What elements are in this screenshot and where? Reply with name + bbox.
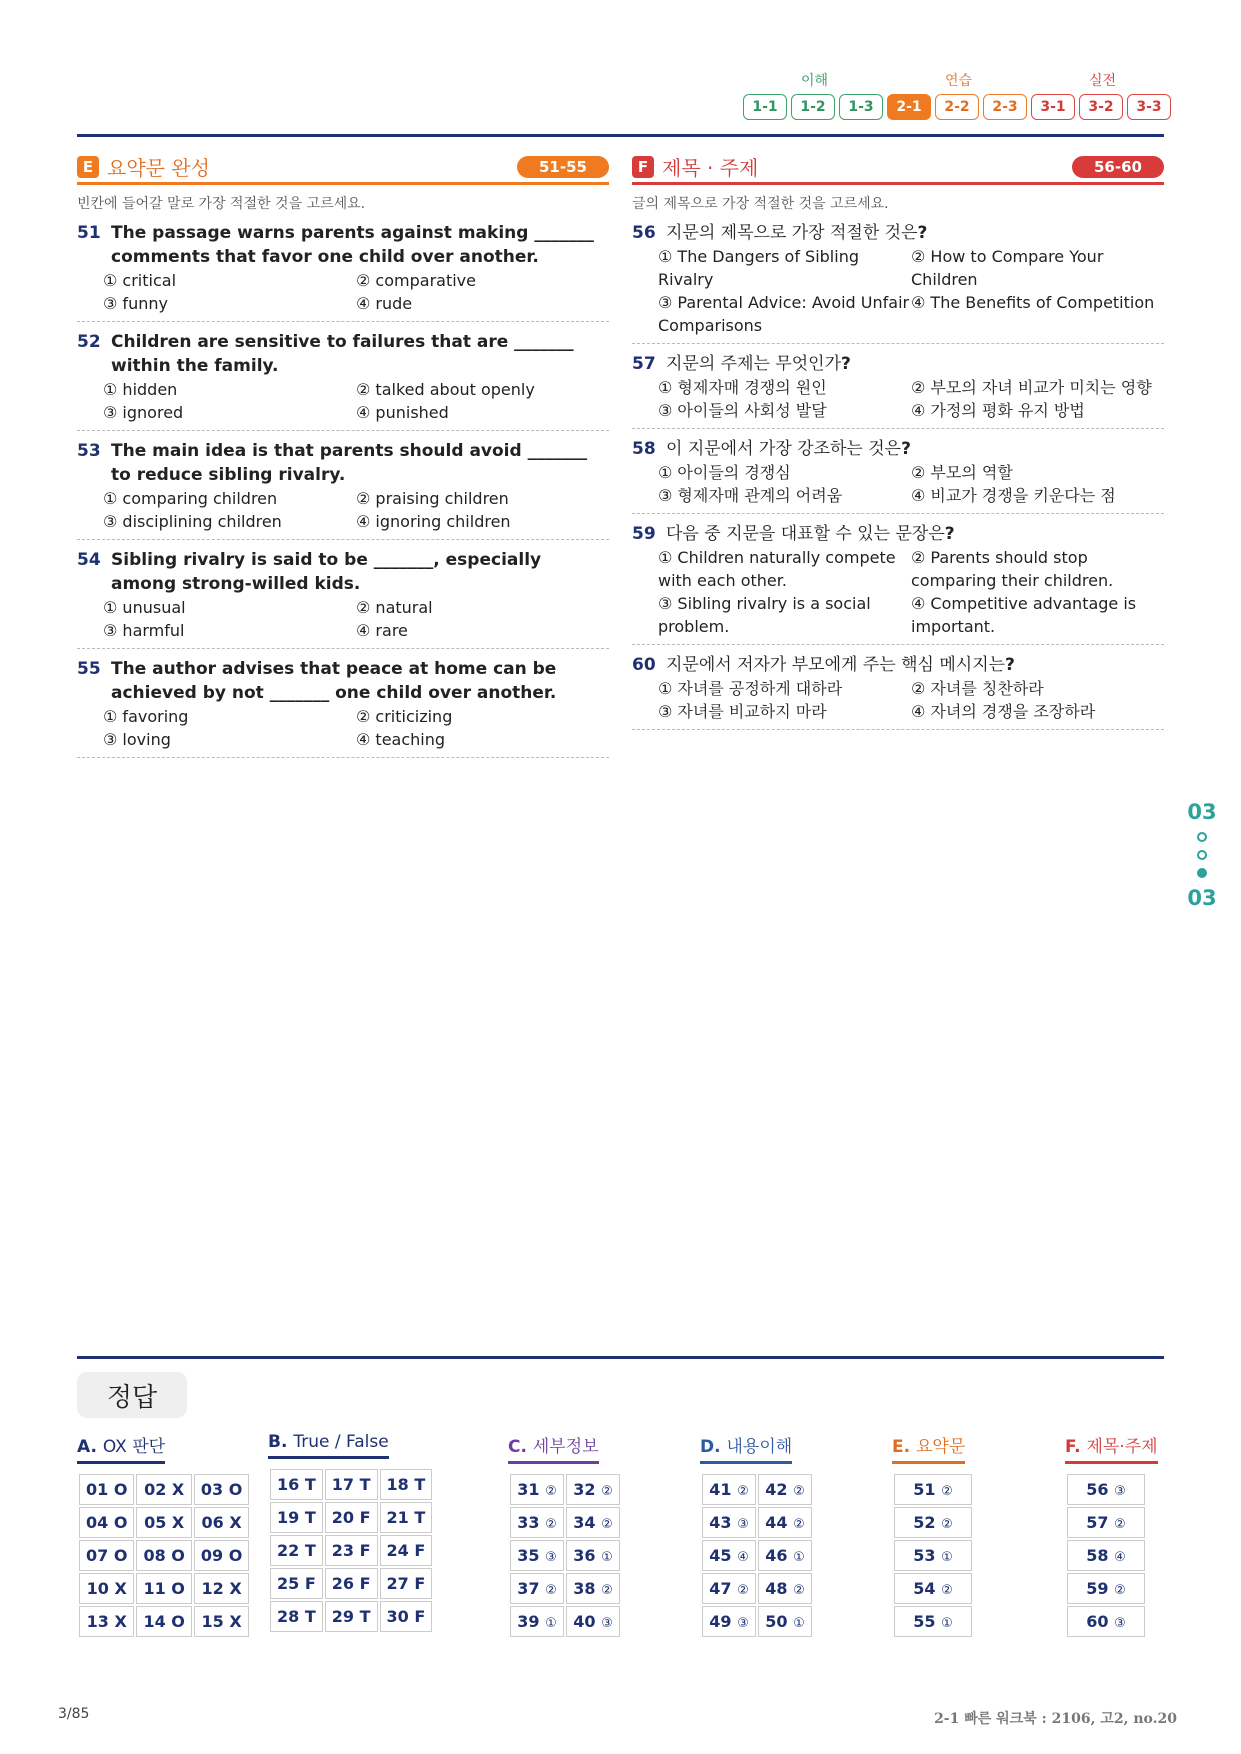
answer-option[interactable]: ④ 자녀의 경쟁을 조장하라 [911, 702, 1096, 721]
answer-table [268, 1467, 434, 1634]
answer-option[interactable]: ① unusual [103, 598, 186, 617]
question-item [77, 330, 609, 431]
answer-row [894, 1474, 972, 1505]
answer-row [270, 1502, 432, 1533]
answers-title: 정답 [77, 1372, 187, 1418]
answer-row [79, 1606, 249, 1637]
answer-cell: 17 T [325, 1469, 378, 1500]
answer-option[interactable]: ④ 가정의 평화 유지 방법 [911, 401, 1085, 420]
section-e-questions [77, 221, 609, 758]
answer-cell: 36 ① [566, 1540, 620, 1571]
answer-cell: 39 ① [510, 1606, 564, 1637]
answer-value: ③ [737, 1616, 749, 1631]
question-stem [632, 653, 1164, 677]
question-text: 다음 중 지문을 대표할 수 있는 문장은? [666, 524, 955, 544]
question-mark: ? [944, 524, 955, 544]
question-text: 지문에서 저자가 부모에게 주는 핵심 메시지는? [666, 655, 1015, 675]
question-item [632, 522, 1164, 645]
answer-cell: 23 F [325, 1535, 378, 1566]
question-number: 54 [77, 550, 101, 570]
question-item [77, 548, 609, 649]
section-f-title: 제목 · 주제 [662, 156, 759, 180]
answer-value: ① [941, 1550, 953, 1565]
source-label: 2-1 빠른 워크북 : 2106, 고2, no.20 [934, 1711, 1177, 1727]
answer-row [79, 1474, 249, 1505]
answers-divider [77, 1356, 1164, 1359]
level-group-labels [743, 70, 1171, 90]
answer-cell: 29 T [325, 1601, 378, 1632]
answer-cell: 58 ④ [1067, 1540, 1145, 1571]
answer-value: ③ [1114, 1484, 1126, 1499]
question-text: 지문의 주제는 무엇인가? [666, 354, 851, 374]
answer-row [510, 1474, 620, 1505]
question-number: 60 [632, 655, 656, 675]
section-f-instruction: 글의 제목으로 가장 적절한 것을 고르세요. [632, 196, 889, 212]
answer-row [702, 1573, 812, 1604]
answer-options [632, 677, 1164, 723]
page-number: 3/85 [58, 1706, 90, 1722]
answer-option[interactable]: ① critical [103, 271, 177, 290]
answer-group-name: 제목·주제 [1086, 1437, 1158, 1457]
answer-value: ① [793, 1616, 805, 1631]
question-text: Children are sensitive to failures that are _______ within the family. [111, 332, 574, 376]
answer-group [508, 1432, 622, 1639]
question-item [632, 653, 1164, 730]
group-label-practice: 연습 [945, 73, 973, 89]
answer-cell: 04 O [79, 1507, 134, 1538]
answer-group-label: E. 요약문 [892, 1432, 965, 1464]
question-number: 58 [632, 439, 656, 459]
answer-cell: 07 O [79, 1540, 134, 1571]
answer-group [1065, 1432, 1158, 1639]
answer-cell: 50 ① [758, 1606, 812, 1637]
answer-cell: 15 X [194, 1606, 249, 1637]
answer-group-label: F. 제목·주제 [1065, 1432, 1158, 1464]
question-stem [77, 330, 609, 378]
question-text: Sibling rivalry is said to be _______, especially among strong-willed kids. [111, 550, 542, 594]
answer-options [77, 487, 609, 533]
answer-option[interactable]: ② Parents should stop comparing their children. [911, 548, 1114, 590]
answer-cell: 56 ③ [1067, 1474, 1145, 1505]
answer-row [270, 1601, 432, 1632]
question-mark: ? [917, 223, 928, 243]
answer-value: ① [793, 1550, 805, 1565]
question-number: 53 [77, 441, 101, 461]
answer-options [77, 269, 609, 315]
answer-cell: 01 O [79, 1474, 134, 1505]
question-text: 이 지문에서 가장 강조하는 것은? [666, 439, 911, 459]
question-mark: ? [841, 354, 851, 374]
answer-value: ② [793, 1517, 805, 1532]
answer-row [702, 1474, 812, 1505]
answer-option[interactable]: ③ disciplining children [103, 512, 282, 531]
answer-cell: 18 T [380, 1469, 433, 1500]
answer-row [510, 1507, 620, 1538]
question-number: 59 [632, 524, 656, 544]
answer-row [1067, 1540, 1145, 1571]
question-stem [77, 657, 609, 705]
answer-options [632, 245, 1164, 337]
answer-value: ④ [737, 1550, 749, 1565]
answer-cell: 27 F [380, 1568, 433, 1599]
answer-option[interactable]: ② natural [356, 598, 433, 617]
answer-cell: 11 O [136, 1573, 191, 1604]
answer-cell: 44 ② [758, 1507, 812, 1538]
answer-table [77, 1472, 251, 1639]
answer-cell: 47 ② [702, 1573, 756, 1604]
group-label-understand: 이해 [801, 73, 829, 89]
tab-1-2[interactable]: 1-2 [791, 94, 835, 120]
answer-group-label: B. True / False [268, 1432, 389, 1459]
answer-group [268, 1432, 434, 1634]
answer-cell: 12 X [194, 1573, 249, 1604]
answer-value: ② [1114, 1517, 1126, 1532]
answer-value: ② [545, 1517, 557, 1532]
answer-option[interactable]: ② praising children [356, 489, 509, 508]
answer-table [700, 1472, 814, 1639]
answer-row [510, 1606, 620, 1637]
progress-dot-current [1197, 868, 1207, 878]
answer-value: ② [545, 1583, 557, 1598]
answer-group-label: C. 세부정보 [508, 1432, 599, 1464]
answer-options [632, 546, 1164, 638]
answer-row [270, 1535, 432, 1566]
answer-options [77, 596, 609, 642]
answer-option[interactable]: ② comparative [356, 271, 476, 290]
answer-option[interactable]: ④ The Benefits of Competition [911, 293, 1155, 312]
answer-option[interactable]: ③ funny [103, 294, 168, 313]
question-number: 56 [632, 223, 656, 243]
answer-value: ② [601, 1517, 613, 1532]
tab-3-1[interactable]: 3-1 [1031, 94, 1075, 120]
question-number: 55 [77, 659, 101, 679]
question-text: The main idea is that parents should avoid _______ to reduce sibling rivalry. [111, 441, 588, 485]
answer-option[interactable]: ① 아이들의 경쟁심 [658, 463, 791, 482]
question-number: 57 [632, 354, 656, 374]
answer-options [77, 378, 609, 424]
answer-value: ② [737, 1484, 749, 1499]
answer-options [632, 461, 1164, 507]
section-e-header [77, 150, 609, 185]
answer-option[interactable]: ④ Competitive advantage is important. [911, 594, 1137, 636]
answer-cell: 59 ② [1067, 1573, 1145, 1604]
answer-option[interactable]: ③ Sibling rivalry is a social problem. [658, 594, 871, 636]
answer-option[interactable]: ① hidden [103, 380, 178, 399]
answer-cell: 24 F [380, 1535, 433, 1566]
answer-group-name: 요약문 [916, 1437, 966, 1457]
answer-option[interactable]: ② How to Compare Your Children [911, 247, 1104, 289]
answer-row [79, 1507, 249, 1538]
answer-cell: 42 ② [758, 1474, 812, 1505]
section-f-range: 56-60 [1072, 156, 1164, 178]
answer-option[interactable]: ④ teaching [356, 730, 446, 749]
answer-cell: 05 X [136, 1507, 191, 1538]
answer-option[interactable]: ① Children naturally compete with each other. [658, 548, 896, 590]
answer-cell: 38 ② [566, 1573, 620, 1604]
answer-option[interactable]: ② 부모의 역할 [911, 463, 1013, 482]
answer-option[interactable]: ③ harmful [103, 621, 185, 640]
question-number: 51 [77, 223, 101, 243]
answer-cell: 21 T [380, 1502, 433, 1533]
answer-cell: 37 ② [510, 1573, 564, 1604]
chapter-marker [1186, 800, 1218, 910]
answer-value: ② [793, 1583, 805, 1598]
answer-row [1067, 1606, 1145, 1637]
answer-cell: 60 ③ [1067, 1606, 1145, 1637]
answer-cell: 19 T [270, 1502, 323, 1533]
answer-row [1067, 1573, 1145, 1604]
answer-option[interactable]: ③ 아이들의 사회성 발달 [658, 401, 827, 420]
answer-value: ① [545, 1616, 557, 1631]
answer-group [77, 1432, 251, 1639]
answer-value: ② [601, 1484, 613, 1499]
answer-row [894, 1507, 972, 1538]
answer-value: ② [1114, 1583, 1126, 1598]
answer-option[interactable]: ① The Dangers of Sibling Rivalry [658, 247, 859, 289]
answer-cell: 52 ② [894, 1507, 972, 1538]
answer-option[interactable]: ③ ignored [103, 403, 184, 422]
answer-value: ① [601, 1550, 613, 1565]
answer-cell: 57 ② [1067, 1507, 1145, 1538]
answer-value: ④ [1114, 1550, 1126, 1565]
answer-cell: 25 F [270, 1568, 323, 1599]
answer-group [700, 1432, 814, 1639]
answer-row [1067, 1474, 1145, 1505]
answer-value: ① [941, 1616, 953, 1631]
answer-option[interactable]: ③ 형제자매 관계의 어려움 [658, 486, 843, 505]
chapter-number-bottom: 03 [1187, 886, 1217, 910]
section-e-instruction: 빈칸에 들어갈 말로 가장 적절한 것을 고르세요. [77, 196, 366, 212]
answer-cell: 16 T [270, 1469, 323, 1500]
section-f-badge: F [632, 156, 654, 178]
answer-option[interactable]: ② 부모의 자녀 비교가 미치는 영향 [911, 378, 1152, 397]
answer-cell: 08 O [136, 1540, 191, 1571]
answer-option[interactable]: ① 자녀를 공정하게 대하라 [658, 679, 843, 698]
answer-value: ② [545, 1484, 557, 1499]
section-f [632, 150, 1164, 738]
answer-row [510, 1573, 620, 1604]
question-stem [77, 548, 609, 596]
top-divider [77, 134, 1164, 137]
answer-options [77, 705, 609, 751]
answer-cell: 03 O [194, 1474, 249, 1505]
answer-value: ② [941, 1583, 953, 1598]
answer-option[interactable]: ② criticizing [356, 707, 453, 726]
answer-cell: 45 ④ [702, 1540, 756, 1571]
answer-group-label: A. OX 판단 [77, 1432, 165, 1464]
progress-dot [1197, 832, 1207, 842]
tab-3-2[interactable]: 3-2 [1079, 94, 1123, 120]
answer-option[interactable]: ④ punished [356, 403, 449, 422]
level-nav [743, 70, 1171, 120]
answer-value: ③ [1114, 1616, 1126, 1631]
answer-row [79, 1540, 249, 1571]
answer-cell: 35 ③ [510, 1540, 564, 1571]
answer-group-label: D. 내용이해 [700, 1432, 792, 1464]
answer-value: ② [737, 1583, 749, 1598]
answer-row [270, 1469, 432, 1500]
answer-group-name: OX 판단 [102, 1437, 166, 1457]
answer-cell: 22 T [270, 1535, 323, 1566]
answer-row [270, 1568, 432, 1599]
answer-cell: 09 O [194, 1540, 249, 1571]
section-e-range: 51-55 [517, 156, 609, 178]
question-item [77, 439, 609, 540]
answer-option[interactable]: ① comparing children [103, 489, 278, 508]
chapter-number-top: 03 [1187, 800, 1217, 824]
answer-row [510, 1540, 620, 1571]
answer-value: ② [941, 1517, 953, 1532]
answer-option[interactable]: ② talked about openly [356, 380, 535, 399]
answer-group-name: 내용이해 [726, 1437, 793, 1457]
answer-cell: 48 ② [758, 1573, 812, 1604]
answer-cell: 02 X [136, 1474, 191, 1505]
question-item [632, 352, 1164, 429]
question-text: The passage warns parents against making _______ comments that favor one child over another. [111, 223, 594, 267]
section-e [77, 150, 609, 766]
answer-group-name: 세부정보 [532, 1437, 599, 1457]
question-item [77, 657, 609, 758]
question-text: The author advises that peace at home can be achieved by not _______ one child over another. [111, 659, 557, 703]
answer-cell: 54 ② [894, 1573, 972, 1604]
question-mark: ? [1005, 655, 1015, 675]
answer-cell: 46 ① [758, 1540, 812, 1571]
answer-value: ② [941, 1484, 953, 1499]
question-stem [632, 437, 1164, 461]
answer-cell: 20 F [325, 1502, 378, 1533]
answer-row [702, 1507, 812, 1538]
answer-group-name: True / False [293, 1432, 389, 1452]
answer-option[interactable]: ① favoring [103, 707, 189, 726]
answer-cell: 34 ② [566, 1507, 620, 1538]
answer-cell: 28 T [270, 1601, 323, 1632]
answer-cell: 31 ② [510, 1474, 564, 1505]
answer-cell: 40 ③ [566, 1606, 620, 1637]
question-item [77, 221, 609, 322]
group-label-real: 실전 [1089, 73, 1117, 89]
answer-cell: 32 ② [566, 1474, 620, 1505]
question-number: 52 [77, 332, 101, 352]
answer-row [702, 1606, 812, 1637]
answer-table [508, 1472, 622, 1639]
answer-row [702, 1540, 812, 1571]
tab-1-1[interactable]: 1-1 [743, 94, 787, 120]
tab-2-1[interactable]: 2-1 [887, 94, 931, 120]
answer-option[interactable]: ③ Parental Advice: Avoid Unfair Comparisons [658, 293, 910, 335]
question-mark: ? [901, 439, 911, 459]
answer-option[interactable]: ① 형제자매 경쟁의 원인 [658, 378, 827, 397]
answer-row [1067, 1507, 1145, 1538]
answer-value: ③ [737, 1517, 749, 1532]
answer-option[interactable]: ④ ignoring children [356, 512, 511, 531]
section-f-header [632, 150, 1164, 185]
tab-2-2[interactable]: 2-2 [935, 94, 979, 120]
answer-cell: 14 O [136, 1606, 191, 1637]
question-stem [77, 221, 609, 269]
answer-value: ② [601, 1583, 613, 1598]
tab-1-3[interactable]: 1-3 [839, 94, 883, 120]
section-e-badge: E [77, 156, 99, 178]
answer-cell: 41 ② [702, 1474, 756, 1505]
progress-dot [1197, 850, 1207, 860]
answer-option[interactable]: ③ 자녀를 비교하지 마라 [658, 702, 827, 721]
section-f-questions [632, 221, 1164, 730]
answer-row [894, 1606, 972, 1637]
answer-cell: 06 X [194, 1507, 249, 1538]
answer-cell: 53 ① [894, 1540, 972, 1571]
answer-option[interactable]: ④ 비교가 경쟁을 키운다는 점 [911, 486, 1116, 505]
answer-option[interactable]: ④ rare [356, 621, 408, 640]
answer-value: ③ [601, 1616, 613, 1631]
question-stem [632, 221, 1164, 245]
section-e-title: 요약문 완성 [107, 156, 210, 180]
tab-3-3[interactable]: 3-3 [1127, 94, 1171, 120]
answer-options [632, 376, 1164, 422]
answer-value: ② [793, 1484, 805, 1499]
answer-row [894, 1540, 972, 1571]
question-stem [632, 352, 1164, 376]
tab-2-3[interactable]: 2-3 [983, 94, 1027, 120]
question-text: 지문의 제목으로 가장 적절한 것은? [666, 223, 928, 243]
question-stem [77, 439, 609, 487]
answer-cell: 13 X [79, 1606, 134, 1637]
question-item [632, 437, 1164, 514]
answer-cell: 30 F [380, 1601, 433, 1632]
question-item [632, 221, 1164, 344]
answer-group [892, 1432, 974, 1639]
answer-option[interactable]: ④ rude [356, 294, 413, 313]
answer-option[interactable]: ③ loving [103, 730, 171, 749]
answer-table [1065, 1472, 1147, 1639]
answer-row [79, 1573, 249, 1604]
answer-row [894, 1573, 972, 1604]
answer-value: ③ [545, 1550, 557, 1565]
answer-cell: 49 ③ [702, 1606, 756, 1637]
answer-cell: 33 ② [510, 1507, 564, 1538]
question-stem [632, 522, 1164, 546]
answer-cell: 43 ③ [702, 1507, 756, 1538]
answer-cell: 10 X [79, 1573, 134, 1604]
answer-table [892, 1472, 974, 1639]
answer-cell: 51 ② [894, 1474, 972, 1505]
answer-option[interactable]: ② 자녀를 칭찬하라 [911, 679, 1044, 698]
answer-cell: 55 ① [894, 1606, 972, 1637]
answer-cell: 26 F [325, 1568, 378, 1599]
